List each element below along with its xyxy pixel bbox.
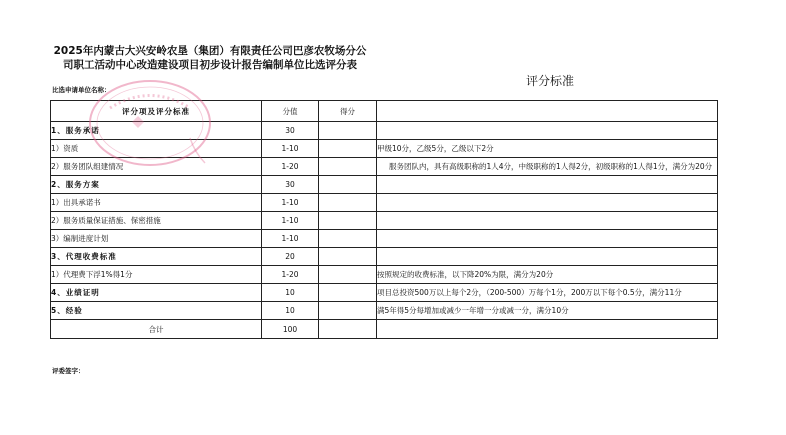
applicant-name-label: 比选申请单位名称： <box>52 86 111 94</box>
row-standard <box>377 176 718 194</box>
row-item: 2）服务团队组建情况 <box>51 158 262 176</box>
total-label: 合计 <box>51 320 262 339</box>
row-obtained[interactable] <box>319 158 377 176</box>
header-score: 分值 <box>262 101 319 122</box>
row-obtained[interactable] <box>319 248 377 266</box>
row-score: 1-10 <box>262 212 319 230</box>
row-item: 2、服务方案 <box>51 176 262 194</box>
row-item: 1）资质 <box>51 140 262 158</box>
row-score: 20 <box>262 248 319 266</box>
total-standard-cell <box>377 320 718 339</box>
scoring-standard-heading: 评分标准 <box>526 74 575 88</box>
page-title-line-2: 司职工活动中心改造建设项目初步设计报告编制单位比选评分表 <box>63 59 357 71</box>
table-row <box>51 140 718 158</box>
row-item: 1、服务承诺 <box>51 122 262 140</box>
row-item: 3）编制进度计划 <box>51 230 262 248</box>
row-score: 10 <box>262 302 319 320</box>
row-standard <box>377 194 718 212</box>
header-item: 评分项及评分标准 <box>51 101 262 122</box>
table-row <box>51 284 718 302</box>
table-row <box>51 248 718 266</box>
row-score: 30 <box>262 122 319 140</box>
table-row <box>51 194 718 212</box>
table-row <box>51 158 718 176</box>
table-row <box>51 266 718 284</box>
row-score: 1-10 <box>262 194 319 212</box>
row-standard: 甲级10分，乙级5分，乙级以下2分 <box>377 140 718 158</box>
row-obtained[interactable] <box>319 266 377 284</box>
row-score: 1-20 <box>262 158 319 176</box>
row-score: 1-10 <box>262 230 319 248</box>
row-score: 1-20 <box>262 266 319 284</box>
row-standard <box>377 122 718 140</box>
row-obtained[interactable] <box>319 176 377 194</box>
row-score: 10 <box>262 284 319 302</box>
header-obtained: 得分 <box>319 101 377 122</box>
row-standard: 按照规定的收费标准，以下降20%为限，满分为20分 <box>377 266 718 284</box>
row-item: 1）出具承诺书 <box>51 194 262 212</box>
row-obtained[interactable] <box>319 284 377 302</box>
row-item: 2）服务质量保证措施、保密措施 <box>51 212 262 230</box>
row-obtained[interactable] <box>319 122 377 140</box>
row-score: 30 <box>262 176 319 194</box>
row-obtained[interactable] <box>319 230 377 248</box>
row-item: 4、业绩证明 <box>51 284 262 302</box>
row-obtained[interactable] <box>319 140 377 158</box>
row-score: 1-10 <box>262 140 319 158</box>
table-row <box>51 212 718 230</box>
total-row <box>51 320 718 339</box>
table-row <box>51 302 718 320</box>
table-row <box>51 176 718 194</box>
table-row <box>51 230 718 248</box>
judge-signature-label: 评委签字： <box>52 367 85 375</box>
total-score: 100 <box>262 320 319 339</box>
header-standard-cell <box>377 101 718 122</box>
row-standard <box>377 230 718 248</box>
row-obtained[interactable] <box>319 302 377 320</box>
row-obtained[interactable] <box>319 212 377 230</box>
page-title-line-1: 2025年内蒙古大兴安岭农垦（集团）有限责任公司巴彦农牧场分公 <box>53 45 367 57</box>
row-obtained[interactable] <box>319 194 377 212</box>
total-obtained[interactable] <box>319 320 377 339</box>
row-standard: 满5年得5分每增加或减少一年增一分或减一分，满分10分 <box>377 302 718 320</box>
row-item: 5、经验 <box>51 302 262 320</box>
row-standard <box>377 212 718 230</box>
scoring-table <box>50 100 718 339</box>
row-standard: 项目总投资500万以上每个2分，（200-500）万每个1分，200万以下每个0.5分，满分11分 <box>377 284 718 302</box>
row-standard <box>377 248 718 266</box>
row-standard: 服务团队内，具有高级职称的1人4分，中级职称的1人得2分，初级职称的1人得1分，满分为20分 <box>377 158 718 176</box>
row-item: 3、代理收费标准 <box>51 248 262 266</box>
row-item: 1）代理费下浮1%得1分 <box>51 266 262 284</box>
table-row <box>51 122 718 140</box>
table-header-row <box>51 101 718 122</box>
